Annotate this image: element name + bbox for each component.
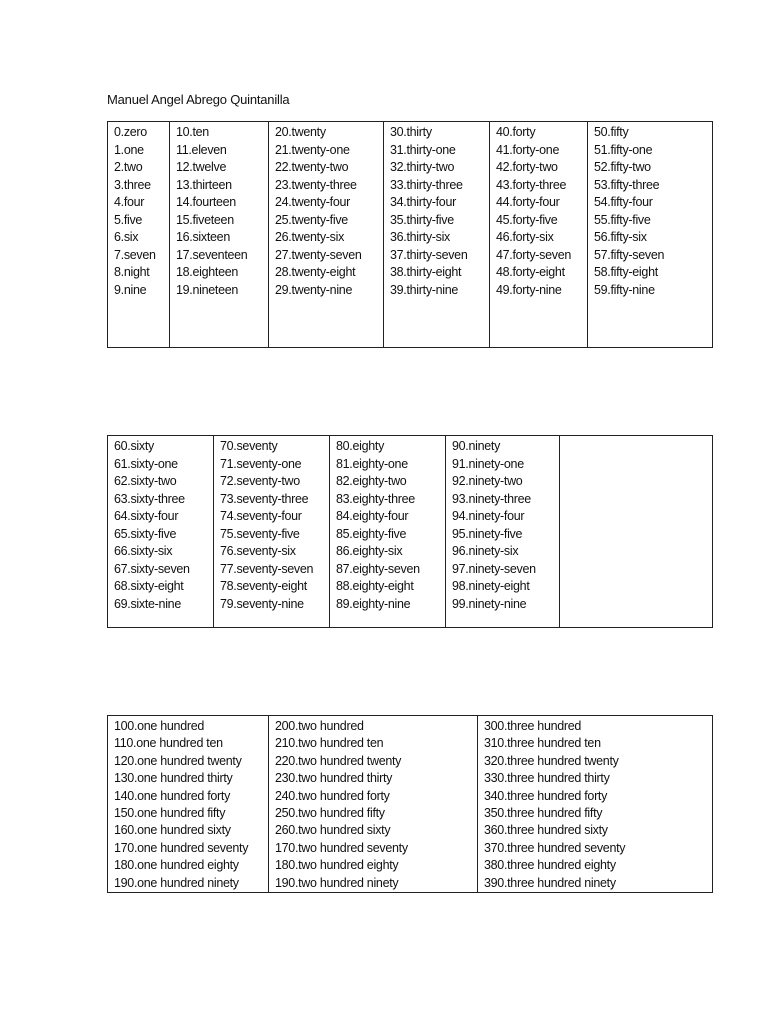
number-word: 79.seventy-nine (220, 596, 304, 611)
number-word: 66.sixty-six (114, 544, 173, 558)
number-word: 360.three hundred sixty (484, 823, 608, 838)
table-cell (490, 122, 588, 348)
number-word: 20.twenty (275, 125, 326, 139)
number-word: 320.three hundred twenty (484, 753, 619, 768)
number-word: 65.sixty-five (114, 526, 177, 541)
number-word: 16.sixteen (176, 230, 230, 244)
number-word: 41.forty-one (496, 142, 560, 157)
number-word: 90.ninety (452, 439, 501, 453)
number-word: 250.two hundred fifty (275, 806, 385, 821)
number-word: 160.one hundred sixty (114, 823, 231, 838)
numbers-table-0-59 (107, 121, 713, 348)
number-word: 14.fourteen (176, 195, 236, 209)
number-word: 91.ninety-one (452, 456, 524, 471)
number-word: 32.thirty-two (390, 160, 455, 174)
number-word: 62.sixty-two (114, 474, 177, 488)
number-word: 19.nineteen (176, 282, 239, 297)
number-word: 72.seventy-two (220, 474, 300, 488)
number-word: 31.thirty-one (390, 142, 456, 157)
number-word: 58.fifty-eight (594, 265, 658, 279)
table-cell (108, 716, 269, 893)
number-word: 380.three hundred eighty (484, 858, 616, 873)
numbers-table-60-99 (107, 435, 713, 628)
number-word: 6.six (114, 230, 139, 244)
number-word: 9.nine (114, 282, 147, 297)
number-word: 42.forty-two (496, 160, 558, 174)
number-word: 84.eighty-four (336, 509, 409, 523)
number-word: 350.three hundred fifty (484, 806, 603, 821)
number-word: 82.eighty-two (336, 474, 407, 488)
number-word: 69.sixte-nine (114, 596, 181, 611)
number-word: 4.four (114, 195, 145, 209)
number-word: 43.forty-three (496, 177, 567, 192)
table-cell (170, 122, 269, 348)
table-cell (384, 122, 490, 348)
number-word: 26.twenty-six (275, 230, 345, 244)
number-word: 25.twenty-five (275, 212, 348, 227)
table-row (108, 716, 713, 893)
number-word: 93.ninety-three (452, 491, 531, 506)
number-word: 70.seventy (220, 439, 278, 453)
number-word: 0.zero (114, 125, 147, 139)
table-cell (330, 436, 446, 628)
number-word: 340.three hundred forty (484, 788, 608, 803)
number-word: 30.thirty (390, 125, 432, 139)
number-word: 56.fifty-six (594, 230, 647, 244)
number-word: 96.ninety-six (452, 544, 519, 558)
table-cell (269, 716, 478, 893)
number-word: 76.seventy-six (220, 544, 296, 558)
number-word: 51.fifty-one (594, 142, 653, 157)
number-word: 73.seventy-three (220, 491, 309, 506)
table-cell (446, 436, 560, 628)
number-word: 200.two hundred (275, 719, 364, 733)
number-word: 71.seventy-one (220, 456, 302, 471)
number-word: 100.one hundred (114, 719, 205, 733)
number-word: 370.three hundred seventy (484, 840, 626, 855)
number-word: 68.sixty-eight (114, 579, 184, 593)
number-word: 28.twenty-eight (275, 265, 356, 279)
number-word: 75.seventy-five (220, 526, 300, 541)
number-word: 33.thirty-three (390, 177, 463, 192)
number-word: 59.fifty-nine (594, 282, 655, 297)
number-word: 190.two hundred ninety (275, 875, 399, 890)
number-word: 210.two hundred ten (275, 736, 384, 751)
number-word: 87.eighty-seven (336, 561, 420, 576)
number-word: 150.one hundred fifty (114, 806, 226, 821)
number-word: 74.seventy-four (220, 509, 302, 523)
number-word: 3.three (114, 177, 151, 192)
number-word: 85.eighty-five (336, 526, 407, 541)
number-word: 180.two hundred eighty (275, 858, 399, 873)
table-cell (108, 436, 214, 628)
number-word: 140.one hundred forty (114, 788, 231, 803)
number-word: 110.one hundred ten (114, 736, 223, 751)
number-word: 13.thirteen (176, 177, 232, 192)
number-word: 390.three hundred ninety (484, 875, 616, 890)
author-name: Manuel Angel Abrego Quintanilla (107, 92, 290, 107)
number-word: 52.fifty-two (594, 160, 651, 174)
number-word: 5.five (114, 212, 143, 227)
number-word: 240.two hundred forty (275, 788, 390, 803)
number-word: 40.forty (496, 125, 536, 139)
number-word: 220.two hundred twenty (275, 753, 402, 768)
number-word: 81.eighty-one (336, 456, 408, 471)
table-cell (108, 122, 170, 348)
number-word: 95.ninety-five (452, 526, 523, 541)
number-word: 170.two hundred seventy (275, 840, 408, 855)
number-word: 47.forty-seven (496, 247, 572, 262)
number-word: 190.one hundred ninety (114, 875, 239, 890)
table-cell (214, 436, 330, 628)
number-word: 83.eighty-three (336, 491, 415, 506)
number-word: 180.one hundred eighty (114, 858, 239, 873)
number-word: 50.fifty (594, 125, 629, 139)
number-word: 46.forty-six (496, 230, 554, 244)
number-word: 8.night (114, 265, 150, 279)
number-word: 18.eighteen (176, 265, 239, 279)
number-word: 99.ninety-nine (452, 596, 527, 611)
number-word: 230.two hundred thirty (275, 771, 393, 786)
number-word: 38.thirty-eight (390, 265, 462, 279)
number-word: 57.fifty-seven (594, 247, 665, 262)
number-word: 48.forty-eight (496, 265, 565, 279)
number-word: 2.two (114, 160, 143, 174)
number-word: 17.seventeen (176, 247, 248, 262)
number-word: 39.thirty-nine (390, 282, 459, 297)
number-word: 49.forty-nine (496, 282, 562, 297)
number-word: 89.eighty-nine (336, 596, 411, 611)
number-word: 64.sixty-four (114, 509, 179, 523)
number-word: 88.eighty-eight (336, 579, 414, 593)
number-word: 12.twelve (176, 160, 227, 174)
number-word: 11.eleven (176, 142, 227, 157)
number-word: 60.sixty (114, 439, 154, 453)
number-word: 330.three hundred thirty (484, 771, 610, 786)
number-word: 1.one (114, 142, 144, 157)
number-word: 55.fifty-five (594, 212, 651, 227)
number-word: 27.twenty-seven (275, 247, 362, 262)
number-word: 10.ten (176, 125, 209, 139)
number-word: 120.one hundred twenty (114, 753, 242, 768)
number-word: 21.twenty-one (275, 142, 350, 157)
number-word: 97.ninety-seven (452, 561, 536, 576)
number-word: 86.eighty-six (336, 544, 403, 558)
number-word: 45.forty-five (496, 212, 558, 227)
number-word: 80.eighty (336, 439, 385, 453)
number-word: 53.fifty-three (594, 177, 660, 192)
number-word: 170.one hundred seventy (114, 840, 249, 855)
number-word: 34.thirty-four (390, 195, 456, 209)
number-word: 67.sixty-seven (114, 561, 190, 576)
table-cell (560, 436, 713, 628)
number-word: 61.sixty-one (114, 456, 178, 471)
table-cell (269, 122, 384, 348)
number-word: 310.three hundred ten (484, 736, 601, 751)
number-word: 78.seventy-eight (220, 579, 307, 593)
table-cell (588, 122, 713, 348)
table-row (108, 122, 713, 348)
table-row (108, 436, 713, 628)
number-word: 130.one hundred thirty (114, 771, 233, 786)
number-word: 7.seven (114, 247, 156, 262)
number-word: 15.fiveteen (176, 212, 234, 227)
numbers-table-hundreds (107, 715, 713, 893)
number-word: 77.seventy-seven (220, 561, 314, 576)
number-word: 260.two hundred sixty (275, 823, 391, 838)
table-cell (478, 716, 713, 893)
number-word: 300.three hundred (484, 719, 582, 733)
number-word: 94.ninety-four (452, 509, 525, 523)
number-word: 37.thirty-seven (390, 247, 468, 262)
number-word: 44.forty-four (496, 195, 560, 209)
number-word: 92.ninety-two (452, 474, 523, 488)
number-word: 36.thirty-six (390, 230, 451, 244)
number-word: 29.twenty-nine (275, 282, 353, 297)
number-word: 54.fifty-four (594, 195, 653, 209)
number-word: 23.twenty-three (275, 177, 357, 192)
number-word: 22.twenty-two (275, 160, 349, 174)
number-word: 35.thirty-five (390, 212, 454, 227)
number-word: 98.ninety-eight (452, 579, 530, 593)
number-word: 24.twenty-four (275, 195, 351, 209)
number-word: 63.sixty-three (114, 491, 185, 506)
